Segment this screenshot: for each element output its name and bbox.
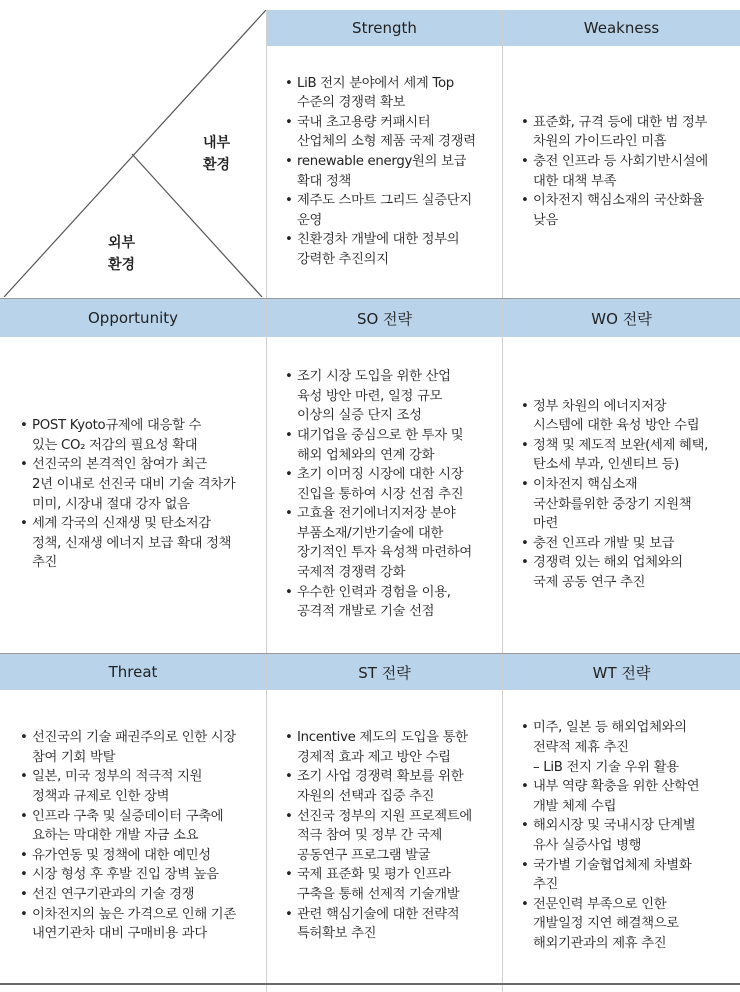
list-item: • 충전 인프라 등 사회기반시설에 대한 대책 부족	[521, 152, 708, 191]
list-item: • 친환경차 개발에 대한 정부의 강력한 추진의지	[285, 230, 476, 269]
so-strategy-header	[267, 299, 502, 337]
list-item: • 경쟁력 있는 해외 업체와의 국제 공동 연구 추진	[521, 553, 708, 592]
list-item: • 이차전지 핵심소재의 국산화율 낮음	[521, 191, 708, 230]
so-strategy-cell	[267, 337, 502, 652]
opportunity-list	[20, 416, 235, 573]
bottom-border	[0, 983, 740, 985]
list-item: • 국제 표준화 및 평가 인프라 구축을 통해 선제적 기술개발	[285, 865, 472, 904]
strength-list	[285, 74, 476, 270]
list-item: • POST Kyoto규제에 대응할 수 있는 CO₂ 저감의 필요성 확대	[20, 416, 235, 455]
wt-strategy-list	[521, 718, 699, 953]
weakness-cell	[503, 46, 740, 297]
list-item: • 조기 시장 도입을 위한 산업 육성 방안 마련, 일정 규모 이상의 실증 단지 조성	[285, 367, 472, 426]
strength-header-text: Strength	[352, 19, 417, 37]
list-item: • 국가별 기술협업체제 차별화 추진	[521, 856, 699, 895]
column-divider-1	[266, 10, 267, 992]
so-strategy-header-text: SO 전략	[356, 309, 413, 328]
strength-cell	[267, 46, 502, 297]
list-item: • 표준화, 규격 등에 대한 범 정부 차원의 가이드라인 미흡	[521, 113, 708, 152]
corner-cell	[0, 10, 266, 297]
threat-header	[0, 654, 266, 690]
list-item: • 인프라 구축 및 실증데이터 구축에 요하는 막대한 개발 자금 소요	[20, 807, 236, 846]
list-item: • 우수한 인력과 경험을 이용, 공격적 개발로 기술 선점	[285, 583, 472, 622]
opportunity-header-text: Opportunity	[87, 309, 178, 327]
list-item: • 미주, 일본 등 해외업체와의 전략적 제휴 추진 – LiB 전지 기술 우위 활용	[521, 718, 699, 777]
st-strategy-list	[285, 728, 472, 944]
list-item: • Incentive 제도의 도입을 통한 경제적 효과 제고 방안 수립	[285, 728, 472, 767]
list-item: • 시장 형성 후 후발 진입 장벽 높음	[20, 865, 236, 885]
list-item: • 일본, 미국 정부의 적극적 지원 정책과 규제로 인한 장벽	[20, 767, 236, 806]
list-item: • 세계 각국의 신재생 및 탄소저감 정책, 신재생 에너지 보급 확대 정책 추진	[20, 514, 235, 573]
wt-strategy-header-text: WT 전략	[592, 663, 651, 682]
so-strategy-list	[285, 367, 472, 622]
list-item: • 해외시장 및 국내시장 단계별 유사 실증사업 병행	[521, 816, 699, 855]
list-item: • 충전 인프라 개발 및 보급	[521, 534, 708, 554]
wo-strategy-cell	[503, 337, 740, 652]
internal-environment-label: 내부 환경	[203, 135, 231, 173]
list-item: • 이차전지 핵심소재 국산화를위한 중장기 지원책 마련	[521, 475, 708, 534]
st-strategy-header	[267, 654, 502, 690]
list-item: • 국내 초고용량 커패시터 산업체의 소형 제품 국제 경쟁력	[285, 113, 476, 152]
st-strategy-cell	[267, 690, 502, 982]
list-item: • renewable energy원의 보급 확대 정책	[285, 152, 476, 191]
weakness-list	[521, 113, 708, 231]
list-item: • 정책 및 제도적 보완(세제 혜택, 탄소세 부과, 인센티브 등)	[521, 436, 708, 475]
list-item: • 조기 사업 경쟁력 확보를 위한 자원의 선택과 집중 추진	[285, 767, 472, 806]
strength-header	[267, 10, 502, 46]
column-divider-2	[502, 10, 503, 992]
list-item: • 전문인력 부족으로 인한 개발일정 지연 해결책으로 해외기관과의 제휴 추진	[521, 895, 699, 954]
row-divider-2	[0, 653, 740, 654]
list-item: • 초기 이머징 시장에 대한 시장 진입을 통하여 시장 선점 추진	[285, 465, 472, 504]
threat-list	[20, 728, 236, 944]
external-environment-label: 외부 환경	[108, 235, 136, 273]
wo-strategy-list	[521, 397, 708, 593]
opportunity-cell	[0, 337, 266, 652]
wo-strategy-header	[503, 299, 740, 337]
row-divider-1	[0, 298, 740, 299]
wo-strategy-header-text: WO 전략	[591, 309, 652, 328]
wt-strategy-header	[503, 654, 740, 690]
list-item: • 제주도 스마트 그리드 실증단지 운영	[285, 191, 476, 230]
list-item: • 선진국의 본격적인 참여가 최근 2년 이내로 선진국 대비 기술 격차가 미미, 시장내 절대 강자 없음	[20, 455, 235, 514]
list-item: • 내부 역량 확충을 위한 산학연 개발 체제 수립	[521, 777, 699, 816]
list-item: • 유가연동 및 정책에 대한 예민성	[20, 846, 236, 866]
threat-header-text: Threat	[108, 663, 158, 681]
list-item: • 고효율 전기에너지저장 분야 부품소재/기반기술에 대한 장기적인 투자 육성책 마련하여 국제적 경쟁력 강화	[285, 504, 472, 582]
weakness-header-text: Weakness	[583, 19, 660, 37]
st-strategy-header-text: ST 전략	[358, 663, 411, 682]
list-item: • 정부 차원의 에너지저장 시스템에 대한 육성 방안 수립	[521, 397, 708, 436]
opportunity-header	[0, 299, 266, 337]
list-item: • 선진국 정부의 지원 프로젝트에 적극 참여 및 정부 간 국제 공동연구 프로그램 발굴	[285, 807, 472, 866]
weakness-header	[503, 10, 740, 46]
list-item: • 선진 연구기관과의 기술 경쟁	[20, 885, 236, 905]
list-item: • LiB 전지 분야에서 세계 Top 수준의 경쟁력 확보	[285, 74, 476, 113]
list-item: • 이차전지의 높은 가격으로 인해 기존 내연기관차 대비 구매비용 과다	[20, 905, 236, 944]
threat-cell	[0, 690, 266, 982]
wt-strategy-cell	[503, 690, 740, 982]
list-item: • 대기업을 중심으로 한 투자 및 해외 업체와의 연계 강화	[285, 426, 472, 465]
list-item: • 선진국의 기술 패권주의로 인한 시장 참여 기회 박탈	[20, 728, 236, 767]
list-item: • 관련 핵심기술에 대한 전략적 특허확보 추진	[285, 905, 472, 944]
